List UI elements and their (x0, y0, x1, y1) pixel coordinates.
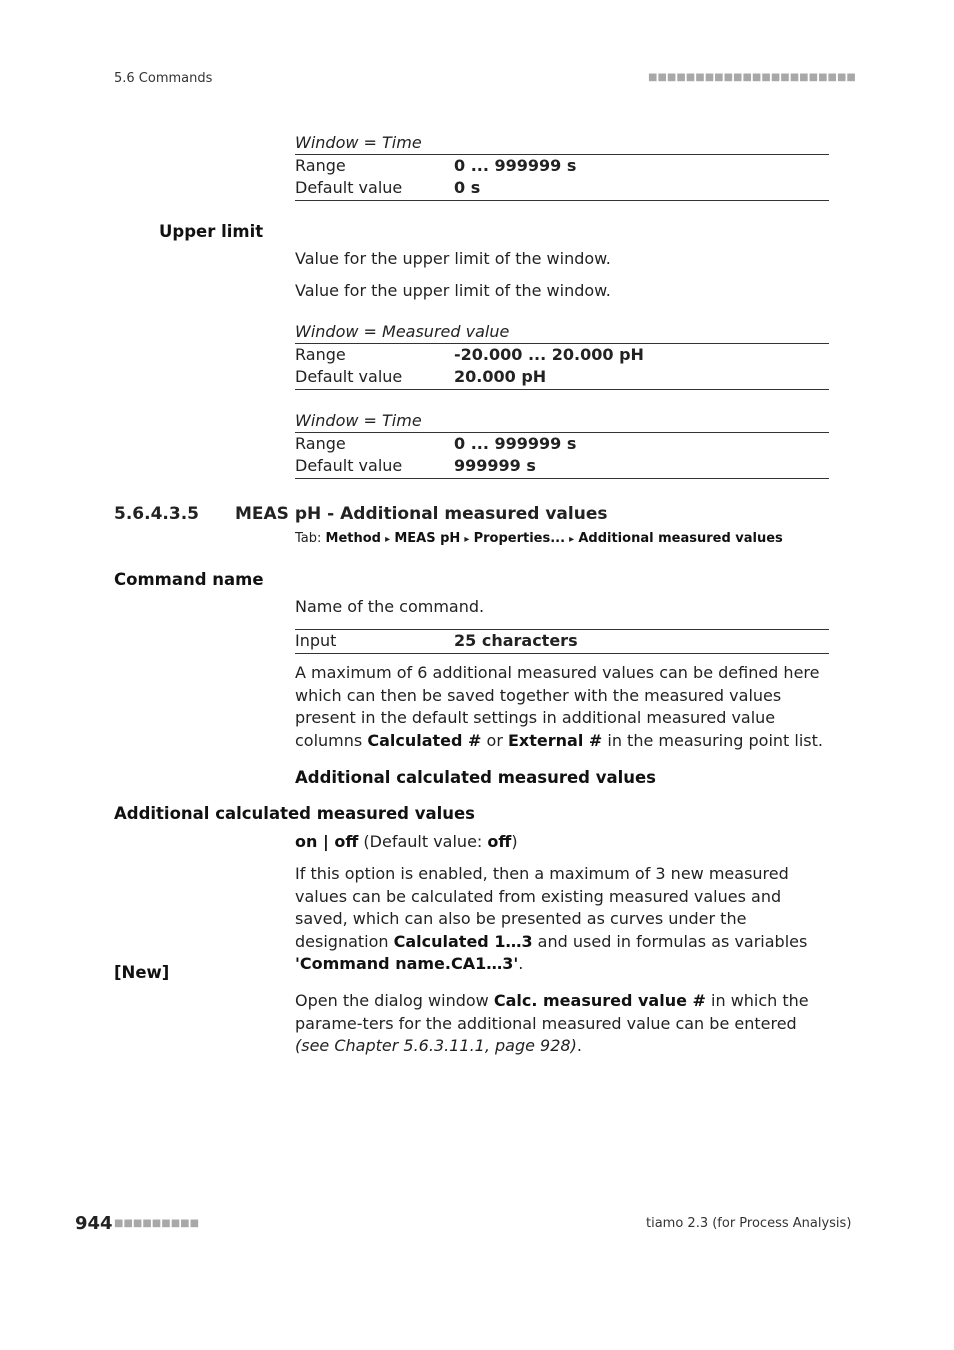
column-name: Calculated # (367, 730, 482, 750)
tab-path-item: MEAS pH (394, 531, 461, 546)
new-button-label: [New] (114, 963, 170, 982)
designation: Calculated 1…3 (393, 931, 533, 951)
paragraph-text: . (576, 1036, 582, 1055)
arrow-icon: ▸ (464, 534, 470, 545)
chapter-reference[interactable]: (see Chapter 5.6.3.11.1, page 928) (295, 1036, 577, 1055)
section-number: 5.6.4.3.5 (114, 504, 199, 524)
table-key: Default value (295, 367, 403, 386)
column-name: External # (507, 730, 603, 750)
upper-limit-description: Value for the upper limit of the window. (295, 249, 611, 268)
option-default-prefix: (Default value: (358, 832, 488, 851)
footer-decoration: ■■■■■■■■■ (114, 1218, 200, 1229)
table-key: Default value (295, 178, 403, 197)
table-key: Range (295, 345, 346, 364)
option-default: off (487, 832, 512, 851)
new-button-paragraph (295, 990, 829, 1058)
table-value: -20.000 ... 20.000 pH (454, 345, 644, 364)
tab-path-item: Additional measured values (578, 531, 783, 546)
paragraph-text: in which the parame-ters for the additional measured value can be entered (295, 991, 809, 1033)
param-table-time-lower (295, 131, 829, 201)
paragraph-text: Open the dialog window (295, 991, 494, 1010)
paragraph-text: . (518, 954, 524, 973)
table-caption: Window = Time (295, 131, 829, 155)
table-value: 0 ... 999999 s (454, 156, 577, 175)
running-header-section: 5.6 Commands (114, 71, 213, 86)
dialog-name: Calc. measured value # (493, 991, 706, 1010)
table-caption: Window = Measured value (295, 320, 829, 344)
table-row (295, 433, 829, 455)
option-range: on | off (295, 832, 359, 851)
paragraph-text: or (481, 730, 508, 750)
table-value: 0 ... 999999 s (454, 434, 577, 453)
table-key: Default value (295, 456, 403, 475)
section-title: MEAS pH - Additional measured values (235, 504, 608, 524)
option-close: ) (511, 832, 518, 851)
command-name-description: Name of the command. (295, 597, 485, 616)
variable-name: 'Command name.CA1…3' (295, 954, 519, 973)
table-caption: Window = Time (295, 409, 829, 433)
table-key: Range (295, 156, 346, 175)
table-value: 20.000 pH (454, 367, 547, 386)
sub-heading: Additional calculated measured values (295, 768, 657, 787)
paragraph-text: If this option is enabled, then a maximum of 3 new measured values can be calculated from existing measured values and saved, which can also be presented as curves under the designation (295, 864, 789, 951)
command-name-label: Command name (114, 570, 264, 589)
table-row (295, 630, 829, 654)
table-key: Range (295, 434, 346, 453)
param-table-measured-upper (295, 320, 829, 390)
paragraph-text: in the measuring point list. (602, 730, 823, 750)
paragraph-text: and used in formulas as variables (532, 931, 808, 951)
page-number: 944 (75, 1213, 113, 1234)
tab-prefix: Tab: (295, 531, 326, 546)
tab-path (295, 531, 783, 546)
tab-path-item: Method (325, 531, 381, 546)
command-name-paragraph (295, 662, 829, 752)
tab-path-item: Properties... (473, 531, 566, 546)
table-value: 25 characters (454, 631, 578, 650)
upper-limit-label: Upper limit (159, 222, 264, 241)
product-name: tiamo 2.3 (for Process Analysis) (646, 1216, 852, 1231)
table-row (295, 344, 829, 366)
upper-limit-description-2: Value for the upper limit of the window. (295, 281, 611, 300)
header-decoration: ■■■■■■■■■■■■■■■■■■■■■■ (648, 72, 856, 83)
table-row (295, 455, 829, 479)
arrow-icon: ▸ (569, 534, 575, 545)
arrow-icon: ▸ (385, 534, 391, 545)
option-values (295, 831, 829, 854)
param-table-time-upper (295, 409, 829, 479)
additional-calc-paragraph (295, 863, 829, 976)
table-value: 0 s (454, 178, 481, 197)
param-table-input (295, 629, 829, 654)
table-row (295, 366, 829, 390)
paragraph-text: A maximum of 6 additional measured values can be defined here which can then be saved together with the measured values present in the default settings in additional measured value columns (295, 663, 820, 750)
table-row (295, 155, 829, 177)
table-value: 999999 s (454, 456, 536, 475)
additional-calc-label: Additional calculated measured values (114, 804, 476, 823)
table-key: Input (295, 631, 337, 650)
table-row (295, 177, 829, 201)
